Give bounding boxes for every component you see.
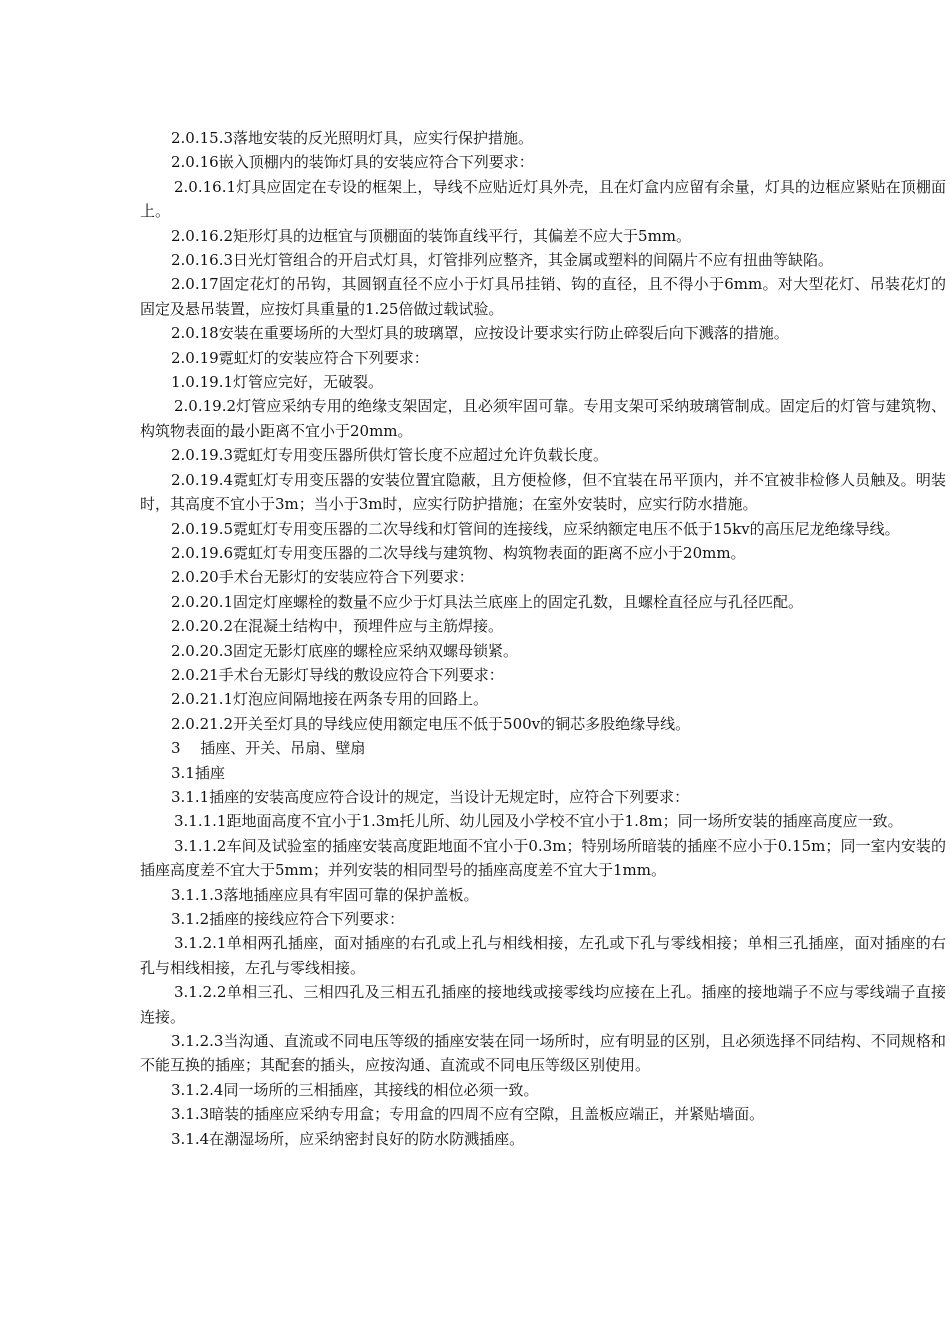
paragraph: 2.0.19.6霓虹灯专用变压器的二次导线与建筑物、构筑物表面的距离不应小于20mm。 — [171, 543, 746, 562]
paragraph: 2.0.19.5霓虹灯专用变压器的二次导线和灯管间的连接线，应采纳额定电压不低于15kv的高压尼龙绝缘导线。 — [171, 519, 900, 538]
paragraph: 3.1.4在潮湿场所，应采纳密封良好的防水防溅插座。 — [171, 1129, 525, 1148]
section-heading: 3 插座、开关、吊扇、壁扇 — [171, 739, 366, 758]
paragraph: 3.1.2.4同一场所的三相插座，其接线的相位必须一致。 — [171, 1080, 539, 1099]
paragraph: 3.1.2.1单相两孔插座，面对插座的右孔或上孔与相线相接，左孔或下孔与零线相接；单相三孔插座，面对插座的右孔与相线相接，左孔与零线相接。 — [140, 934, 946, 977]
paragraph: 2.0.20手术台无影灯的安装应符合下列要求： — [171, 568, 474, 587]
document-body — [140, 126, 946, 1151]
paragraph: 3.1.1.1距地面高度不宜小于1.3m托儿所、幼儿园及小学校不宜小于1.8m；同一场所安装的插座高度应一致。 — [174, 812, 903, 831]
paragraph: 2.0.19.2灯管应采纳专用的绝缘支架固定，且必须牢固可靠。专用支架可采纳玻璃管制成。固定后的灯管与建筑物、构筑物表面的最小距离不宜小于20mm。 — [140, 397, 946, 440]
paragraph: 2.0.16嵌入顶棚内的装饰灯具的安装应符合下列要求： — [171, 153, 534, 172]
paragraph: 2.0.19霓虹灯的安装应符合下列要求： — [171, 348, 429, 367]
paragraph: 3.1.1插座的安装高度应符合设计的规定，当设计无规定时，应符合下列要求： — [171, 787, 690, 806]
paragraph: 3.1.1.3落地插座应具有牢固可靠的保护盖板。 — [171, 885, 479, 904]
paragraph: 2.0.18安装在重要场所的大型灯具的玻璃罩，应按设计要求实行防止碎裂后向下溅落的措施。 — [171, 324, 789, 343]
paragraph: 3.1.2插座的接线应符合下列要求： — [171, 910, 405, 928]
paragraph: 3.1.2.2单相三孔、三相四孔及三相五孔插座的接地线或接零线均应接在上孔。插座的接地端子不应与零线端子直接连接。 — [140, 983, 946, 1026]
paragraph: 2.0.21.1灯泡应间隔地接在两条专用的回路上。 — [171, 690, 489, 709]
paragraph: 3.1.1.2车间及试验室的插座安装高度距地面不宜小于0.3m；特别场所暗装的插座不应小于0.15m；同一室内安装的插座高度差不宜大于5mm；并列安装的相同型号的插座高度差不宜大于1mm。 — [140, 836, 946, 880]
paragraph: 2.0.17固定花灯的吊钩，其圆钢直径不应小于灯具吊挂销、钩的直径，且不得小于6mm。对大型花灯、吊装花灯的固定及悬吊装置，应按灯具重量的1.25倍做过载试验。 — [140, 275, 946, 318]
paragraph: 2.0.21.2开关至灯具的导线应使用额定电压不低于500v的铜芯多股绝缘导线。 — [171, 714, 691, 733]
paragraph: 3.1.3暗装的插座应采纳专用盒；专用盒的四周不应有空隙，且盖板应端正，并紧贴墙面。 — [171, 1105, 765, 1124]
paragraph: 2.0.19.3霓虹灯专用变压器所供灯管长度不应超过允许负载长度。 — [171, 446, 609, 465]
paragraph: 2.0.19.4霓虹灯专用变压器的安装位置宜隐蔽，且方便检修，但不宜装在吊平顶内，并不宜被非检修人员触及。明装时，其高度不宜小于3m；当小于3m时，应实行防护措施；在室外安装时，应实行防水措施。 — [140, 470, 946, 514]
subsection-heading: 3.1插座 — [171, 763, 225, 782]
paragraph: 2.0.21手术台无影灯导线的敷设应符合下列要求： — [171, 665, 504, 684]
paragraph: 2.0.20.3固定无影灯底座的螺栓应采纳双螺母锁紧。 — [171, 641, 519, 660]
paragraph: 1.0.19.1灯管应完好，无破裂。 — [171, 373, 384, 392]
paragraph: 2.0.16.1灯具应固定在专设的框架上，导线不应贴近灯具外壳，且在灯盒内应留有余量，灯具的边框应紧贴在顶棚面上。 — [140, 177, 946, 221]
paragraph: 2.0.20.2在混凝土结构中，预埋件应与主筋焊接。 — [171, 617, 504, 636]
paragraph: 2.0.20.1固定灯座螺栓的数量不应少于灯具法兰底座上的固定孔数，且螺栓直径应与孔径匹配。 — [171, 592, 804, 611]
paragraph: 2.0.15.3落地安装的反光照明灯具，应实行保护措施。 — [171, 129, 534, 147]
paragraph: 3.1.2.3当沟通、直流或不同电压等级的插座安装在同一场所时，应有明显的区别，且必须选择不同结构、不同规格和不能互换的插座；其配套的插头，应按沟通、直流或不同电压等级区别使用。 — [140, 1032, 946, 1075]
paragraph: 2.0.16.2矩形灯具的边框宜与顶棚面的装饰直线平行，其偏差不应大于5mm。 — [171, 226, 692, 245]
paragraph: 2.0.16.3日光灯管组合的开启式灯具，灯管排列应整齐，其金属或塑料的间隔片不应有扭曲等缺陷。 — [171, 251, 834, 270]
